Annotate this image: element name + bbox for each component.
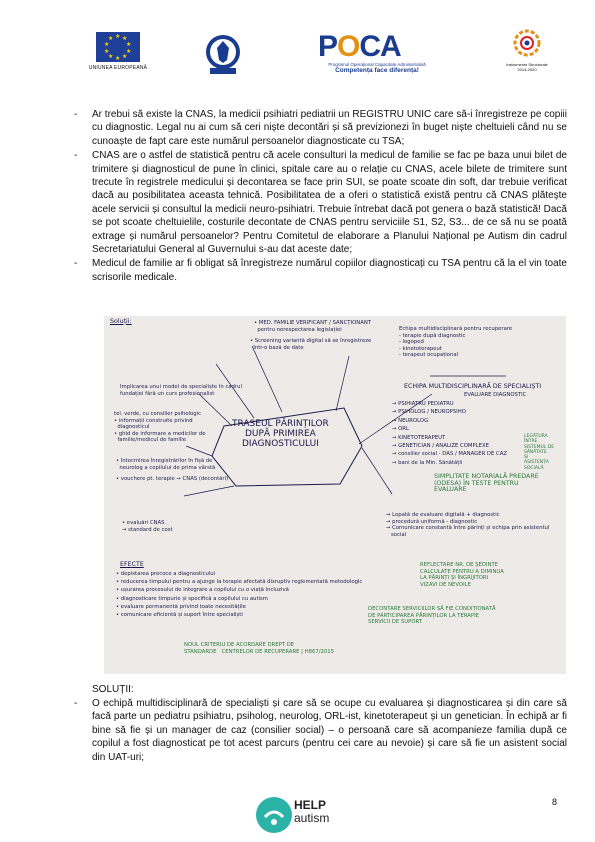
board-note-recovery-team: Echipa multidisciplinară pentru recuperare - terapie după diagnostic - logoped - kinetoterapeut - terapeut ocupațional (399, 326, 513, 359)
board-center-title: TRASEUL PĂRINȚILOR DUPĂ PRIMIREA DIAGNOSTICULUI (232, 419, 329, 449)
list-item: - O echipă multidisciplinară de specialiști și care să se ocupe cu evaluarea și diagnosticarea și din care să facă parte un pediatru psihiatru, psiholog, neurolog, ORL-ist, kinetoterapeut și un genetician. În echipă ar fi bine să fie și un manager de caz (consilier social) – o persoană care să acompanieze familia după ce copilul a fost diagnosticat pe tot acest parcurs (pentru cei care au nevoie) și care să fie un asistent social din UAT-uri; (74, 698, 567, 763)
poca-wordmark: POCA (318, 30, 401, 63)
board-note-evaluations: • evaluări CNAS → standard de cost (122, 520, 173, 533)
board-note-vouchers: • vouchere pt. terapie → CNAS (decontări) (116, 476, 229, 482)
board-green-final-note: NOUL CRITERIU DE ACORDARE DREPT DE STANDARDE CENTRELOR DE RECUPERARE | H867/2015 (184, 642, 334, 655)
board-solutii-label: Soluții: (110, 318, 132, 325)
poca-logo (318, 32, 436, 74)
board-note-specialist-model: Implicarea unui model de specialiște în cadrul fundației fără un curs profesionalist (120, 384, 242, 397)
board-effects-title: EFECTE (120, 561, 144, 568)
government-seal-logo (204, 30, 242, 80)
list-item: - CNAS are o astfel de statistică pentru că acele consulturi la medicul de familie se fac pe baza unui bilet de trimitere și diagnosticul de pune în clinici, spitale care au o relație cu CNAS, acele bilete de trimitere sunt trecute în registrele medicului și decontarea se face prin SUI, se poate scoate din soft, dar trebuie verificat dacă au posibilitatea aceasta tehnică. Posibilitatea de a oferi o statistică există pentru că CNAS plătește acele servicii și consultul la medicii neuro-psihiatri. Trebuie întrebat dacă pot genera o bază statistică! Dacă se pot scoate cheltuielile, costurile decontate de CNAS pentru serviciile S1, S2, S3... de ce să nu se poată extrage și numărul persoanelor? Pentru Comitetul de elaborare a Planului Național pe Autism din cadrul Secretariatului General al Guvernului s-au dat aceste date; (74, 150, 567, 256)
poca-subtitle: Programul Operațional Capacitate Administrativă (328, 62, 426, 67)
help-autism-wordmark (294, 799, 329, 825)
solutions-title: SOLUȚII: (92, 684, 134, 695)
board-green-mid-note: SIMPLITATE NOTARIALĂ PREDARE (ODESA) ÎN TESTE PENTRU EVALUARE (434, 473, 539, 494)
board-green-right-note: REFLECTARE NR. DE ȘEDINȚE CALCULATE PENTRU A DIMINUA LA PĂRINȚI ȘI ÎNGRIJITORI VIZAVI DE NEVOILE (420, 562, 504, 588)
eu-caption: UNIUNEA EUROPEANĂ (88, 65, 148, 71)
list-item: - Ar trebui să existe la CNAS, la medicii psihiatri pediatrii un REGISTRU UNIC care să-i înregistreze pe copiii cu diagnostic. Legal nu ai cum să ceri niște decontări și să previzionezi în buget niște cheltuieli când nu se cunoaște de fapt care este numărul persoanelor diagnosticate cu TSA; (74, 109, 567, 147)
poca-slogan: Competența face diferența! (335, 67, 419, 74)
eu-logo (82, 32, 154, 71)
whiteboard-photo (104, 316, 566, 674)
eu-flag-icon: ★ ★ ★ ★ ★ ★ ★ ★ ★ ★ (96, 32, 140, 62)
board-note-green-line: tel. verde, cu consilier psihologic • informații construite privind diagnosticul • ghid de informare a medicilor de familie/medicul de familie (114, 411, 206, 444)
structural-instruments-icon (512, 28, 542, 58)
board-note-family-doctor: • MED. FAMILIE VERIFICANT / SANCȚIONANT pentru nerespectarea legislației (254, 320, 372, 333)
board-note-registration: • întocmirea înregistrărilor în fișă de neurolog a copilului de prima vârstă (116, 458, 216, 471)
structural-instruments-caption: Instrumente Structurale 2014-2020 (506, 62, 548, 72)
page-number: 8 (552, 797, 558, 807)
board-team-subtitle: EVALUARE DIAGNOSTIC (464, 392, 527, 398)
bottom-bullet-list (74, 697, 567, 765)
board-evaluation-notes: → Lopată de evaluare digitală + diagnostic → procedură uniformă - diagnostic → Comunicare constantă între părinți și echipa prin asistentul social (386, 512, 550, 538)
help-autism-line1: HELP (294, 798, 327, 812)
board-side-note: LEGĂTURA ÎNTRE SISTEMUL DE SĂNĂTATE ȘI ASISTENȚA SOCIALĂ (524, 434, 555, 471)
list-item: - Medicul de familie ar fi obligat să înregistreze numărul copiilor diagnosticați cu TSA pentru că la el vin toate scrisorile medicale. (74, 258, 567, 283)
board-effects-list: • depistarea precoce a diagnosticului • reducerea timpului pentru a ajunge la terapie afectată disruptiv reglementată metodologic • ușurarea procesului de integrare a copilului cu o viață incluzivă • diagnosticare timpurie și specifică a copilului cu autism • evaluare permanentă privind toate necesitățile • comunicare eficientă și suport între specialiști (116, 571, 363, 619)
structural-instruments-logo (503, 28, 551, 72)
page-header (0, 24, 595, 90)
help-autism-line2: autism (294, 811, 330, 825)
board-green-bottom-note: DECONTARE SERVICIILOR SĂ FIE CONDIȚIONATĂ DE PARTICIPAREA PĂRINȚILOR LA TERAPIE SERVICII DE SUPORT (368, 606, 496, 626)
board-team-list: → PSIHIATRU PEDIATRU → PSIHOLOG / NEUROPSIHO → NEUROLOG → ORL → KINETOTERAPEUT → GENETICIAN / ANALIZE COMPLEXE → consilier social - DAS / MANAGER DE CAZ → bani de la Min. Sănătății (392, 401, 507, 466)
help-autism-icon (254, 795, 294, 835)
board-team-title: ECHIPA MULTIDISCIPLINARĂ DE SPECIALIȘTI (404, 383, 542, 390)
whiteboard-drawing (104, 316, 566, 674)
board-note-screening: • Screening variantă digital să se înregistreze într-o bază de date (250, 338, 372, 351)
top-bullet-list (74, 108, 567, 285)
